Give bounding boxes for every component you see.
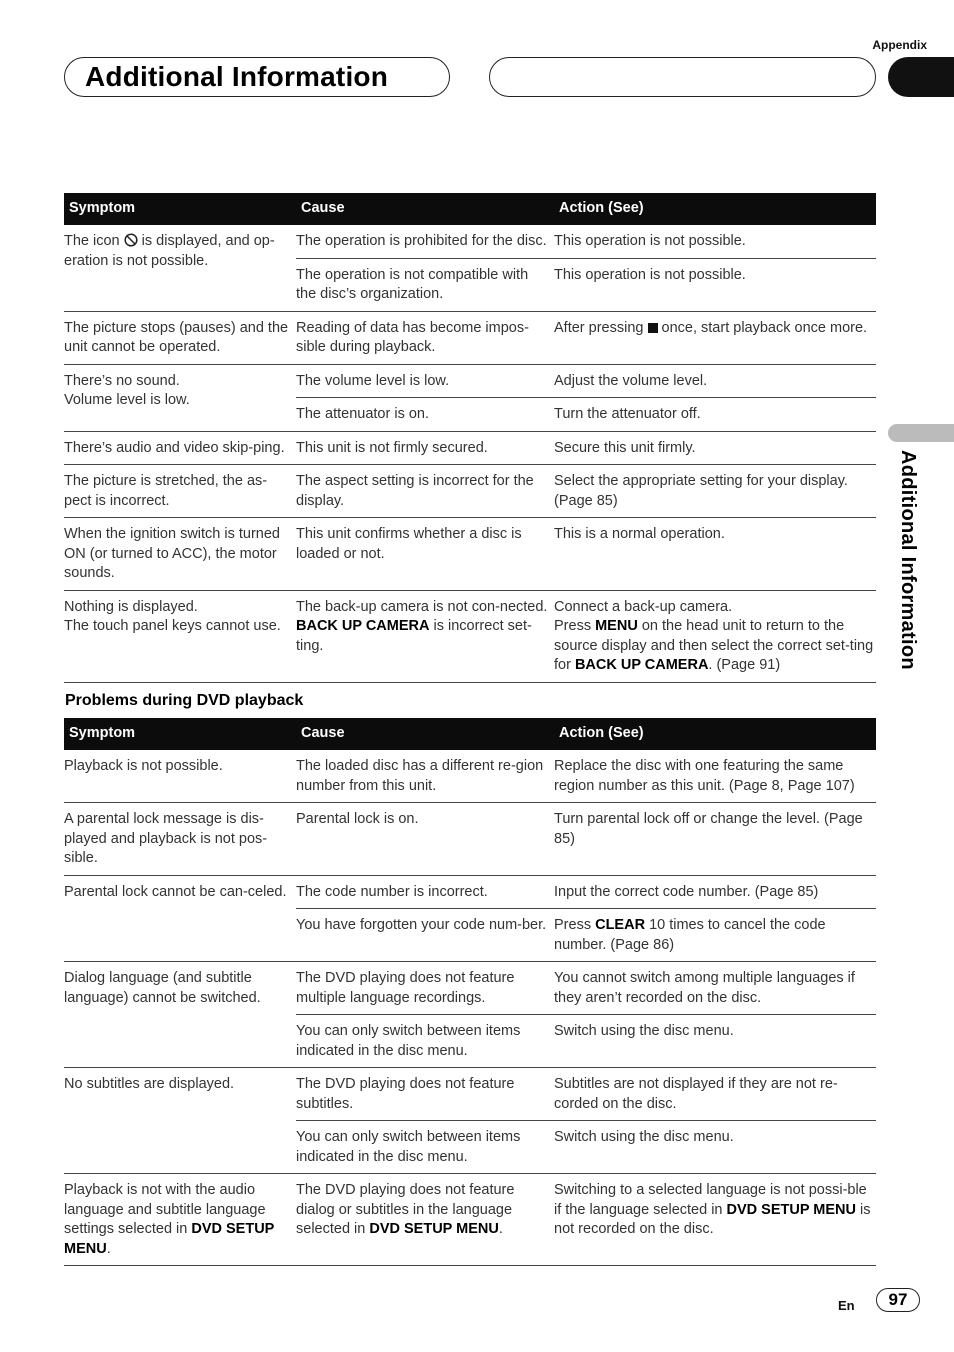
symptom-cell: Dialog language (and subtitle language) cannot be switched. bbox=[64, 962, 296, 1068]
cause-cell: This unit is not firmly secured. bbox=[296, 431, 554, 465]
stop-icon bbox=[648, 323, 658, 333]
cause-cell: You can only switch between items indicated in the disc menu. bbox=[296, 1015, 554, 1068]
table-row bbox=[64, 364, 876, 398]
table-header-row bbox=[64, 718, 876, 750]
table-row bbox=[64, 431, 876, 465]
side-tab-label: Additional Information bbox=[897, 450, 919, 670]
action-cell: Turn parental lock off or change the level. (Page 85) bbox=[554, 803, 876, 876]
symptom-cell: The icon is displayed, and op-eration is not possible. bbox=[64, 225, 296, 311]
col-cause: Cause bbox=[296, 718, 554, 750]
cause-cell: The operation is prohibited for the disc. bbox=[296, 225, 554, 258]
action-cell: Switch using the disc menu. bbox=[554, 1121, 876, 1174]
action-cell: Subtitles are not displayed if they are not re-corded on the disc. bbox=[554, 1068, 876, 1121]
symptom-cell: There’s audio and video skip-ping. bbox=[64, 431, 296, 465]
col-action: Action (See) bbox=[554, 718, 876, 750]
table-row bbox=[64, 1174, 876, 1266]
table-row bbox=[64, 750, 876, 803]
title-box-empty bbox=[489, 57, 876, 97]
table-row bbox=[64, 225, 876, 258]
page-title: Additional Information bbox=[85, 61, 389, 92]
page-number: 97 bbox=[876, 1288, 920, 1312]
cause-cell: The volume level is low. bbox=[296, 364, 554, 398]
cause-cell: Parental lock is on. bbox=[296, 803, 554, 876]
cause-cell: The DVD playing does not feature dialog or subtitles in the language selected in DVD SETUP MENU. bbox=[296, 1174, 554, 1266]
action-cell: Adjust the volume level. bbox=[554, 364, 876, 398]
action-cell: This is a normal operation. bbox=[554, 518, 876, 591]
col-symptom: Symptom bbox=[64, 718, 296, 750]
action-cell: Connect a back-up camera. Press MENU on the head unit to return to the source display and then select the correct set-ting for BACK UP CAMERA. (Page 91) bbox=[554, 590, 876, 682]
table-row bbox=[64, 962, 876, 1015]
col-action: Action (See) bbox=[554, 193, 876, 225]
cause-cell: This unit confirms whether a disc is loaded or not. bbox=[296, 518, 554, 591]
prohibited-icon bbox=[124, 233, 138, 247]
action-cell: After pressing once, start playback once more. bbox=[554, 311, 876, 364]
action-cell: Switching to a selected language is not possi-ble if the language selected in DVD SETUP MENU is not recorded on the disc. bbox=[554, 1174, 876, 1266]
action-cell: This operation is not possible. bbox=[554, 258, 876, 311]
troubleshooting-table-general bbox=[64, 193, 876, 683]
col-symptom: Symptom bbox=[64, 193, 296, 225]
table-row bbox=[64, 590, 876, 682]
symptom-cell: Playback is not with the audio language and subtitle language settings selected in DVD SETUP MENU. bbox=[64, 1174, 296, 1266]
table-row bbox=[64, 1068, 876, 1121]
cause-cell: The attenuator is on. bbox=[296, 398, 554, 432]
symptom-cell: No subtitles are displayed. bbox=[64, 1068, 296, 1174]
action-cell: This operation is not possible. bbox=[554, 225, 876, 258]
table-row bbox=[64, 875, 876, 909]
cause-cell: Reading of data has become impos-sible during playback. bbox=[296, 311, 554, 364]
symptom-cell: The picture is stretched, the as-pect is incorrect. bbox=[64, 465, 296, 518]
cause-cell: The DVD playing does not feature subtitles. bbox=[296, 1068, 554, 1121]
symptom-cell: The picture stops (pauses) and the unit cannot be operated. bbox=[64, 311, 296, 364]
symptom-cell: There’s no sound. Volume level is low. bbox=[64, 364, 296, 431]
action-cell: Input the correct code number. (Page 85) bbox=[554, 875, 876, 909]
action-cell: Switch using the disc menu. bbox=[554, 1015, 876, 1068]
appendix-label: Appendix bbox=[872, 38, 927, 52]
action-cell: Press CLEAR 10 times to cancel the code number. (Page 86) bbox=[554, 909, 876, 962]
symptom-cell: A parental lock message is dis-played and playback is not pos-sible. bbox=[64, 803, 296, 876]
table-row bbox=[64, 518, 876, 591]
cause-cell: The code number is incorrect. bbox=[296, 875, 554, 909]
cause-cell: You can only switch between items indicated in the disc menu. bbox=[296, 1121, 554, 1174]
section-black-tab bbox=[888, 57, 954, 97]
section-heading-dvd: Problems during DVD playback bbox=[65, 692, 304, 709]
action-cell: Select the appropriate setting for your display. (Page 85) bbox=[554, 465, 876, 518]
symptom-cell: Nothing is displayed. The touch panel keys cannot use. bbox=[64, 590, 296, 682]
section-gray-tab bbox=[888, 424, 954, 442]
col-cause: Cause bbox=[296, 193, 554, 225]
cause-cell: The back-up camera is not con-nected. BACK UP CAMERA is incorrect set-ting. bbox=[296, 590, 554, 682]
table-header-row bbox=[64, 193, 876, 225]
symptom-cell: Playback is not possible. bbox=[64, 750, 296, 803]
action-cell: Replace the disc with one featuring the same region number as this unit. (Page 8, Page 107) bbox=[554, 750, 876, 803]
table-row bbox=[64, 465, 876, 518]
symptom-cell: When the ignition switch is turned ON (or turned to ACC), the motor sounds. bbox=[64, 518, 296, 591]
cause-cell: The loaded disc has a different re-gion number from this unit. bbox=[296, 750, 554, 803]
cause-cell: The operation is not compatible with the disc’s organization. bbox=[296, 258, 554, 311]
action-cell: You cannot switch among multiple languages if they aren’t recorded on the disc. bbox=[554, 962, 876, 1015]
cause-cell: The DVD playing does not feature multiple language recordings. bbox=[296, 962, 554, 1015]
title-box bbox=[64, 57, 450, 97]
table-row bbox=[64, 803, 876, 876]
troubleshooting-table-dvd bbox=[64, 718, 876, 1266]
table-row bbox=[64, 311, 876, 364]
language-code: En bbox=[838, 1298, 855, 1313]
symptom-cell: Parental lock cannot be can-celed. bbox=[64, 875, 296, 962]
cause-cell: The aspect setting is incorrect for the display. bbox=[296, 465, 554, 518]
action-cell: Secure this unit firmly. bbox=[554, 431, 876, 465]
cause-cell: You have forgotten your code num-ber. bbox=[296, 909, 554, 962]
action-cell: Turn the attenuator off. bbox=[554, 398, 876, 432]
